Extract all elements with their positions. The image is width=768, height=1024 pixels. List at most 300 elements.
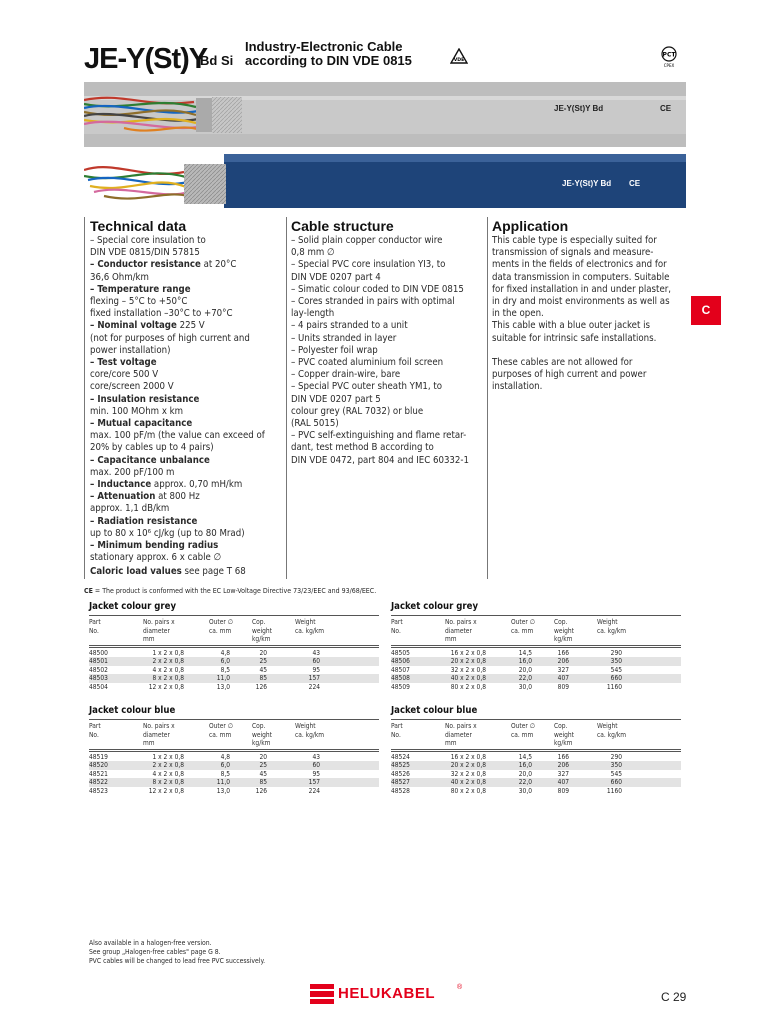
- table-cell: 25: [259, 761, 267, 770]
- table-cell: 4,8: [220, 753, 230, 761]
- table-header-line: No. pairs x: [445, 618, 477, 626]
- table-cell: 1 x 2 x 0,8: [152, 753, 184, 761]
- table-cell: 8,5: [220, 665, 230, 674]
- cable-structure-line: – 4 pairs stranded to a unit: [291, 320, 408, 332]
- table-cell: 48521: [89, 769, 108, 778]
- table-row: [391, 753, 681, 761]
- table-cell: 48504: [89, 682, 108, 691]
- section-tab-c[interactable]: C: [691, 296, 721, 325]
- application-line: in dry and moist environments as well as: [492, 296, 670, 307]
- table-header-line: diameter: [143, 730, 170, 739]
- parts-table: [391, 705, 681, 805]
- table-header-line: mm: [445, 635, 457, 644]
- table-cell: 350: [610, 657, 622, 666]
- table-cell: 48519: [89, 753, 108, 761]
- table-cell: 8 x 2 x 0,8: [152, 778, 184, 787]
- product-description: [245, 40, 412, 68]
- cable-structure-line: DIN VDE 0472, part 804 and IEC 60332-1: [291, 454, 470, 466]
- application-line: ments in the fields of electronics and for: [492, 259, 667, 271]
- table-cell: 6,0: [220, 657, 230, 666]
- column-divider: [84, 217, 85, 579]
- technical-data-line: [90, 491, 200, 503]
- technical-data-term: – Temperature range: [90, 283, 191, 295]
- technical-data-term: – Insulation resistance: [90, 393, 200, 405]
- table-header-line: Part: [391, 722, 403, 730]
- table-column-header: [209, 722, 233, 739]
- description-line-2: according to DIN VDE 0815: [245, 53, 412, 68]
- table-cell: 8 x 2 x 0,8: [152, 674, 184, 683]
- table-cell: 48509: [391, 682, 410, 691]
- caloric-load-ref: see page T 68: [181, 566, 246, 577]
- table-rule: [391, 615, 681, 616]
- table-cell: 48502: [89, 665, 108, 674]
- table-cell: 80 x 2 x 0,8: [450, 682, 486, 691]
- table-header-line: No. pairs x: [143, 618, 175, 626]
- table-row: [391, 649, 681, 657]
- technical-data-line: [90, 442, 214, 454]
- technical-data-value: core/core 500 V: [90, 369, 159, 381]
- cable-structure-line: colour grey (RAL 7032) or blue: [291, 405, 424, 417]
- blue-cable-label: JE-Y(St)Y Bd: [562, 179, 612, 188]
- technical-data-term: – Inductance: [90, 479, 152, 490]
- table-header-line: kg/km: [554, 635, 573, 644]
- cable-structure-line: – PVC coated aluminium foil screen: [291, 357, 444, 368]
- cable-structure-line: – Units stranded in layer: [291, 332, 397, 344]
- table-cell: 30,0: [518, 682, 532, 691]
- table-cell: 157: [308, 674, 320, 683]
- technical-data-line: [90, 516, 197, 528]
- technical-data-value: power installation): [90, 344, 171, 356]
- table-header-line: weight: [554, 626, 575, 635]
- table-header-line: diameter: [445, 730, 472, 739]
- description-line-1: Industry-Electronic Cable: [245, 39, 403, 54]
- table-cell: 660: [610, 674, 622, 683]
- table-cell: 14,5: [518, 649, 532, 657]
- column-divider: [286, 217, 287, 579]
- table-cell: 32 x 2 x 0,8: [450, 769, 486, 778]
- table-header-line: ca. kg/km: [295, 730, 325, 739]
- cable-photo-grey: [84, 82, 686, 147]
- table-cell: 126: [255, 786, 267, 795]
- vde-mark-icon: [450, 48, 468, 64]
- table-cell: 60: [312, 761, 320, 770]
- table-column-header: [252, 618, 272, 644]
- product-subtitle: Bd Si: [200, 53, 234, 68]
- table-row: [391, 674, 681, 682]
- table-header-line: ca. kg/km: [597, 730, 627, 739]
- technical-data-value: approx. 1,1 dB/km: [90, 503, 170, 515]
- table-header-line: mm: [143, 635, 155, 644]
- footer-note: PVC cables will be changed to lead free PVC successively.: [89, 956, 266, 965]
- table-cell: 327: [557, 769, 569, 778]
- technical-data-term: – Attenuation: [90, 491, 156, 503]
- footer-notes: [89, 939, 265, 965]
- cable-cores-icon: [84, 82, 686, 147]
- cable-structure-line: – PVC self-extinguishing and flame retar-: [291, 430, 467, 442]
- certification-mark-icon: [660, 45, 678, 71]
- table-column-header: [445, 722, 477, 748]
- technical-data-line: [90, 369, 158, 381]
- table-rule: [391, 719, 681, 720]
- technical-data-line: [90, 235, 206, 247]
- table-cell: 95: [312, 665, 320, 674]
- table-column-header: [295, 618, 324, 635]
- table-row: [89, 674, 379, 682]
- application-line: data transmission in computers. Suitable: [492, 271, 670, 283]
- table-cell: 48500: [89, 649, 108, 657]
- cable-structure-line: – Special PVC outer sheath YM1, to: [291, 381, 443, 393]
- parts-table: [391, 601, 681, 701]
- table-cell: 16,0: [518, 761, 532, 770]
- table-column-header: [597, 722, 626, 739]
- technical-data-line: [90, 479, 242, 491]
- table-row: [391, 787, 681, 795]
- table-header-line: No.: [89, 730, 99, 739]
- technical-data-line: [90, 540, 218, 552]
- table-cell: 126: [255, 682, 267, 691]
- table-row: [391, 666, 681, 674]
- table-cell: 1160: [606, 786, 622, 795]
- table-column-header: [143, 722, 175, 748]
- technical-data-value: max. 200 pF/100 m: [90, 466, 175, 478]
- column-divider: [487, 217, 488, 579]
- table-header-line: No.: [391, 730, 401, 739]
- technical-data-value: min. 100 MOhm x km: [90, 405, 184, 417]
- table-title: Jacket colour blue: [391, 705, 478, 716]
- technical-data-value: core/screen 2000 V: [90, 381, 174, 393]
- technical-data-term: – Nominal voltage: [90, 320, 177, 332]
- table-cell: 32 x 2 x 0,8: [450, 665, 486, 674]
- table-rule: [89, 719, 379, 720]
- table-cell: 809: [557, 786, 569, 795]
- grey-cable-label: JE-Y(St)Y Bd: [554, 104, 604, 113]
- table-cell: 407: [557, 778, 569, 787]
- table-column-header: [391, 618, 403, 635]
- table-cell: 48520: [89, 761, 108, 770]
- table-header-line: Weight: [597, 618, 618, 626]
- technical-data-term: – Minimum bending radius: [90, 540, 219, 551]
- table-row: [89, 683, 379, 691]
- technical-data-value: stationary approx. 6 x cable ∅: [90, 552, 222, 564]
- technical-data-line: [90, 308, 233, 320]
- table-header-line: weight: [554, 730, 575, 739]
- technical-data-value: max. 100 pF/m (the value can exceed of: [90, 430, 265, 442]
- table-header-line: Part: [391, 618, 403, 626]
- table-header-line: ca. mm: [209, 626, 232, 635]
- table-cell: 16 x 2 x 0,8: [450, 649, 486, 657]
- table-rule: [89, 751, 379, 752]
- table-rule: [89, 615, 379, 616]
- table-header-line: Weight: [295, 618, 316, 626]
- table-header-line: mm: [445, 739, 457, 748]
- table-row: [391, 761, 681, 769]
- table-row: [89, 666, 379, 674]
- helukabel-logo-icon: [310, 984, 334, 1004]
- technical-data-line: [90, 394, 199, 406]
- cable-structure-list: [291, 235, 481, 475]
- table-cell: 166: [557, 649, 569, 657]
- table-cell: 48506: [391, 657, 410, 666]
- helukabel-logo: [310, 984, 465, 1004]
- ce-conformity-note: [84, 585, 376, 597]
- technical-data-value: approx. 0,70 mH/km: [151, 479, 243, 490]
- table-column-header: [445, 618, 477, 644]
- table-cell: 48523: [89, 786, 108, 795]
- table-column-header: [89, 618, 101, 635]
- table-header-line: kg/km: [252, 739, 271, 748]
- cable-structure-line: – Special PVC core insulation YI3, to: [291, 259, 446, 271]
- table-cell: 545: [610, 769, 622, 778]
- table-rule: [391, 751, 681, 752]
- table-header-line: No. pairs x: [445, 722, 477, 730]
- table-header-line: diameter: [143, 626, 170, 635]
- table-cell: 13,0: [216, 786, 230, 795]
- technical-data-line: [90, 418, 192, 430]
- table-header-line: weight: [252, 626, 273, 635]
- table-cell: 14,5: [518, 753, 532, 761]
- technical-data-line: [90, 406, 183, 418]
- table-row: [391, 778, 681, 786]
- table-header-line: Cop.: [252, 618, 266, 626]
- cable-structure-line: 0,8 mm ∅: [291, 247, 335, 259]
- table-cell: 20 x 2 x 0,8: [450, 761, 486, 770]
- table-cell: 1 x 2 x 0,8: [152, 649, 184, 657]
- table-cell: 4 x 2 x 0,8: [152, 665, 184, 674]
- table-cell: 48526: [391, 769, 410, 778]
- cable-structure-line: (RAL 5015): [291, 418, 339, 429]
- technical-data-line: [90, 345, 170, 357]
- application-heading: Application: [492, 218, 569, 234]
- table-cell: 30,0: [518, 786, 532, 795]
- table-rule: [89, 645, 379, 646]
- cable-photo-blue: [84, 150, 686, 215]
- table-header-line: kg/km: [252, 635, 271, 644]
- table-cell: 545: [610, 665, 622, 674]
- table-cell: 11,0: [216, 674, 230, 683]
- svg-text:PCT: PCT: [662, 51, 676, 59]
- table-header-line: mm: [143, 739, 155, 748]
- table-cell: 290: [610, 753, 622, 761]
- table-header-line: Cop.: [554, 722, 568, 730]
- table-row: [89, 761, 379, 769]
- parts-table: [89, 601, 379, 701]
- table-header-line: Outer ∅: [209, 618, 233, 626]
- table-row: [391, 770, 681, 778]
- table-cell: 43: [312, 753, 320, 761]
- table-column-header: [252, 722, 272, 748]
- table-cell: 20: [259, 753, 267, 761]
- table-row: [89, 778, 379, 786]
- technical-data-line: [90, 430, 265, 442]
- table-title: Jacket colour grey: [391, 601, 479, 612]
- table-cell: 45: [259, 769, 267, 778]
- table-cell: 95: [312, 769, 320, 778]
- table-header-line: No.: [89, 626, 99, 635]
- vde-mark-text: VDE: [453, 58, 465, 63]
- table-header-line: ca. mm: [209, 730, 232, 739]
- grey-cable-ce-mark: CE: [660, 104, 672, 113]
- table-header-line: Weight: [597, 722, 618, 730]
- technical-data-line: [90, 503, 169, 515]
- technical-data-heading: Technical data: [90, 218, 187, 234]
- technical-data-line: [90, 320, 205, 332]
- table-cell: 48508: [391, 674, 410, 683]
- table-header-line: Part: [89, 722, 101, 730]
- table-title: Jacket colour blue: [89, 705, 176, 716]
- table-cell: 48528: [391, 786, 410, 795]
- cable-structure-line: dant, test method B according to: [291, 442, 434, 454]
- table-cell: 16,0: [518, 657, 532, 666]
- table-cell: 48505: [391, 649, 410, 657]
- table-cell: 206: [557, 761, 569, 770]
- technical-data-value: DIN VDE 0815/DIN 57815: [90, 247, 200, 259]
- table-cell: 224: [308, 682, 320, 691]
- table-row: [89, 753, 379, 761]
- application-line: in the open.: [492, 308, 544, 320]
- table-cell: 45: [259, 665, 267, 674]
- cable-structure-heading: Cable structure: [291, 218, 394, 234]
- table-cell: 22,0: [518, 674, 532, 683]
- technical-data-value: at 20°C: [200, 259, 237, 271]
- technical-data-value: up to 80 x 10⁶ cJ/kg (up to 80 Mrad): [90, 527, 245, 539]
- table-header-line: Outer ∅: [511, 618, 535, 626]
- technical-data-value: (not for purposes of high current and: [90, 332, 250, 344]
- table-cell: 12 x 2 x 0,8: [148, 786, 184, 795]
- application-line: purposes of high current and power: [492, 369, 647, 381]
- table-cell: 166: [557, 753, 569, 761]
- page-number: C 29: [661, 990, 687, 1004]
- table-cell: 2 x 2 x 0,8: [152, 657, 184, 666]
- table-column-header: [209, 618, 233, 635]
- table-cell: 20 x 2 x 0,8: [450, 657, 486, 666]
- table-cell: 350: [610, 761, 622, 770]
- table-cell: 85: [259, 674, 267, 683]
- table-cell: 60: [312, 657, 320, 666]
- technical-data-line: [90, 467, 174, 479]
- footer-note: Also available in a halogen-free version.: [89, 939, 212, 947]
- table-rule: [391, 647, 681, 648]
- table-cell: 20: [259, 649, 267, 657]
- application-line: installation.: [492, 381, 543, 393]
- application-line: This cable with a blue outer jacket is: [492, 320, 650, 332]
- table-header-line: No. pairs x: [143, 722, 175, 730]
- table-row: [89, 657, 379, 665]
- table-rule: [89, 749, 379, 750]
- brand-name: HELUKABEL: [338, 985, 435, 1002]
- technical-data-value: fixed installation –30°C to +70°C: [90, 308, 233, 320]
- table-cell: 1160: [606, 682, 622, 691]
- table-column-header: [143, 618, 175, 644]
- application-line: These cables are not allowed for: [492, 357, 633, 368]
- table-row: [89, 649, 379, 657]
- table-cell: 48527: [391, 778, 410, 787]
- parts-table: [89, 705, 379, 805]
- technical-data-line: [90, 284, 191, 296]
- technical-data-line: [90, 333, 250, 345]
- technical-data-value: at 800 Hz: [155, 491, 200, 503]
- table-cell: 2 x 2 x 0,8: [152, 761, 184, 770]
- ce-note-text: = The product is conformed with the EC Low-Voltage Directive 73/23/EEC and 93/68/EEC.: [92, 587, 377, 595]
- technical-data-term: – Radiation resistance: [90, 515, 198, 527]
- table-cell: 157: [308, 778, 320, 787]
- table-cell: 12 x 2 x 0,8: [148, 682, 184, 691]
- application-line: This cable type is especially suited for: [492, 235, 657, 246]
- table-cell: 6,0: [220, 761, 230, 770]
- table-header-line: Weight: [295, 722, 316, 730]
- table-cell: 809: [557, 682, 569, 691]
- cable-structure-line: DIN VDE 0207 part 5: [291, 393, 381, 405]
- application-line: transmission of signals and measure-: [492, 247, 654, 259]
- table-header-line: Part: [89, 618, 101, 626]
- technical-data-line: [90, 272, 149, 284]
- table-row: [391, 657, 681, 665]
- table-rule: [391, 749, 681, 750]
- technical-data-value: 36,6 Ohm/km: [90, 271, 149, 283]
- table-cell: 40 x 2 x 0,8: [450, 674, 486, 683]
- application-text: [492, 235, 684, 405]
- technical-data-list: [90, 235, 280, 565]
- table-cell: 40 x 2 x 0,8: [450, 778, 486, 787]
- caloric-load-label: Caloric load values: [90, 566, 182, 577]
- cable-structure-line: – Copper drain-wire, bare: [291, 369, 401, 381]
- table-column-header: [511, 722, 535, 739]
- table-column-header: [554, 618, 574, 644]
- technical-data-line: [90, 259, 236, 271]
- table-column-header: [89, 722, 101, 739]
- table-header-line: No.: [391, 626, 401, 635]
- table-header-line: Outer ∅: [511, 722, 535, 730]
- table-header-line: weight: [252, 730, 273, 739]
- table-cell: 4,8: [220, 649, 230, 657]
- table-cell: 16 x 2 x 0,8: [450, 753, 486, 761]
- technical-data-term: – Conductor resistance: [90, 259, 201, 271]
- technical-data-line: [90, 528, 245, 540]
- technical-data-value: – Special core insulation to: [90, 235, 206, 246]
- cable-structure-line: – Solid plain copper conductor wire: [291, 235, 443, 246]
- table-cell: 22,0: [518, 778, 532, 787]
- table-column-header: [295, 722, 324, 739]
- table-cell: 8,5: [220, 769, 230, 778]
- table-header-line: ca. mm: [511, 626, 534, 635]
- table-title: Jacket colour grey: [89, 601, 177, 612]
- caloric-load-values: [90, 566, 246, 578]
- application-line: suitable for intrinsic safe installations.: [492, 332, 657, 344]
- table-header-line: Cop.: [252, 722, 266, 730]
- table-column-header: [391, 722, 403, 739]
- ce-mark: CE: [84, 587, 93, 595]
- blue-cable-ce-mark: CE: [629, 179, 641, 188]
- table-cell: 224: [308, 786, 320, 795]
- technical-data-line: [90, 357, 157, 369]
- table-header-line: ca. mm: [511, 730, 534, 739]
- cable-structure-line: lay-length: [291, 308, 335, 320]
- technical-data-value: 225 V: [176, 320, 205, 332]
- cable-structure-line: – Polyester foil wrap: [291, 344, 378, 356]
- technical-data-term: – Capacitance unbalance: [90, 454, 210, 466]
- table-cell: 327: [557, 665, 569, 674]
- table-row: [391, 683, 681, 691]
- table-column-header: [554, 722, 574, 748]
- table-cell: 407: [557, 674, 569, 683]
- table-cell: 48525: [391, 761, 410, 770]
- application-line: for fixed installation in and under plaster,: [492, 283, 672, 295]
- technical-data-line: [90, 552, 221, 564]
- table-cell: 48524: [391, 753, 410, 761]
- table-cell: 48501: [89, 657, 108, 666]
- table-cell: 48503: [89, 674, 108, 683]
- footer-note: See group „Halogen-free cables" page G 8.: [89, 947, 221, 956]
- table-cell: 25: [259, 657, 267, 666]
